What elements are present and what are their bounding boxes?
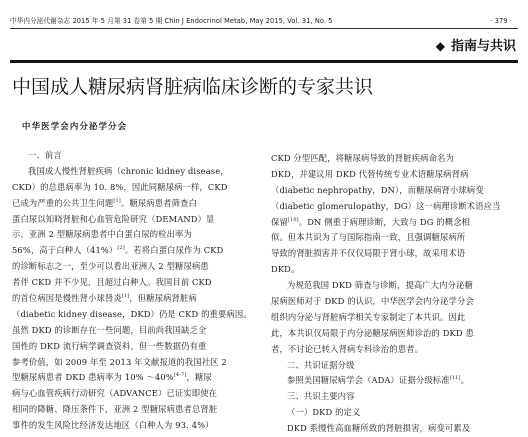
text-line — [271, 262, 516, 278]
text-line — [271, 342, 516, 358]
line-text: 者伴 CKD 并不少见，且超过白种人。我国目前 CKD — [12, 277, 212, 288]
line-text-continued: ，但糖尿病肾脏病 — [129, 293, 197, 304]
text-line — [12, 355, 257, 371]
line-text: 为规范我国 DKD 筛查与诊断，提高广大内分泌糖 — [287, 280, 474, 291]
section-tag-label: 指南与共识 — [450, 39, 516, 54]
line-text: 三、共识主要内容 — [287, 391, 355, 402]
citation-ref: [1] — [113, 197, 121, 204]
line-text: DKD，并建议用 DKD 代替传统专业术语糖尿病肾病 — [271, 168, 469, 179]
section-heading — [271, 405, 516, 421]
text-line — [271, 310, 516, 326]
line-text: 二、共识证据分级 — [287, 359, 355, 370]
citation-ref: [2] — [117, 245, 125, 252]
line-text: 56%，高于白种人（41%） — [12, 245, 118, 256]
line-text: 已成为严重的公共卫生问题 — [12, 197, 114, 208]
line-text: 一、前言 — [28, 150, 62, 160]
running-header — [10, 14, 518, 28]
header-divider — [10, 28, 518, 29]
line-text: 相同的降糖、降压条件下，亚洲 2 型糖尿病患者总肾脏 — [12, 404, 218, 415]
line-text: 的首位病因是慢性肾小球肾炎 — [12, 293, 122, 304]
citation-ref: [4-7] — [173, 372, 187, 379]
line-text: （diabetic kidney disease，DKD）仍是 CKD 的重要病因。 — [12, 308, 252, 319]
journal-citation: 中华内分泌代谢杂志 2015 年 5 月第 31 卷第 5 期 Chin J Endocrinol Metab, May 2015, Vol. 31, No. 5 — [10, 17, 333, 25]
line-text: 参照美国糖尿病学会（ADA）证据分级标准 — [287, 375, 450, 386]
text-line — [271, 294, 516, 310]
line-text: （一）DKD 的定义 — [287, 407, 361, 418]
text-line — [12, 323, 257, 339]
section-divider — [10, 60, 518, 63]
section-tag — [436, 36, 516, 56]
line-text-continued: 。糖尿病患者筛查白 — [120, 197, 197, 208]
text-line — [12, 180, 257, 196]
text-line — [12, 386, 257, 402]
line-text: CKD 分型匹配，将糖尿病导致的肾脏疾病命名为 — [271, 153, 454, 163]
citation-ref: [10] — [287, 216, 299, 223]
text-line — [271, 183, 516, 199]
line-text: 此，本共识仅局限于内分泌糖尿病医师诊治的 DKD 患 — [271, 327, 474, 338]
line-text: CKD）的总患病率为 10. 8%，因此同糖尿病一样，CKD — [12, 181, 228, 192]
text-line — [12, 227, 257, 243]
line-text-continued: 。DN 侧重于病理诊断，大致与 DG 的概念相 — [298, 216, 471, 227]
line-text: 组织内分泌与肾脏病学相关专家制定了本共识。因此 — [271, 311, 466, 322]
line-text: DKD。 — [271, 264, 300, 275]
text-line — [271, 151, 516, 167]
line-text: DKD 系慢性高血糖所致的肾脏损害，病变可累及 — [287, 423, 471, 434]
page-number: · 379 · — [490, 17, 512, 25]
text-line — [271, 230, 516, 246]
line-text-continued: 。 — [460, 375, 470, 386]
line-text: 的诊断标志之一，至少可以看出亚洲人 2 型糖尿病患 — [12, 261, 209, 272]
line-text: 蛋白尿以知晓肾脏和心血管危险研究（DEMAND）显 — [12, 213, 215, 224]
section-heading — [271, 358, 516, 374]
line-text: （diabetic nephropathy，DN），而糖尿病肾小球病变 — [271, 184, 484, 195]
filled-diamond-icon: ◆ — [435, 39, 445, 53]
citation-ref: [11] — [449, 375, 461, 382]
line-text: 我国成人慢性肾脏疾病（chronic kidney disease， — [28, 165, 229, 176]
text-line — [271, 373, 516, 389]
text-line — [271, 326, 516, 342]
text-line — [271, 278, 516, 294]
line-text: 国性的 DKD 流行病学调查资料，但一些数据仍有重 — [12, 340, 207, 351]
right-column — [271, 151, 516, 437]
text-line — [271, 167, 516, 183]
text-line — [12, 402, 257, 418]
line-text: 型糖尿病患者 DKD 患病率为 10% ～40% — [12, 372, 174, 383]
line-text: 参考价值，如 2009 年至 2013 年文献报道的我国社区 2 — [12, 356, 227, 367]
text-line — [12, 418, 257, 434]
text-line — [271, 246, 516, 262]
text-line — [271, 421, 516, 437]
section-heading — [271, 389, 516, 405]
text-line — [12, 196, 257, 212]
line-text: 尿病医师对于 DKD 的认识，中华医学会内分泌学分会 — [271, 296, 474, 307]
text-line — [12, 370, 257, 386]
line-text: 示，亚洲 2 型糖尿病患者中白蛋白尿的检出率为 — [12, 229, 192, 240]
line-text: 者，不讨论已转入肾病专科诊治的患者。 — [271, 343, 424, 354]
article-author: 中华医学会内分泌学分会 — [22, 121, 128, 131]
text-line — [12, 243, 257, 259]
line-text: 导致的肾脏损害并不仅仅局限于肾小球，故采用术语 — [271, 248, 466, 259]
line-text: 病与心血管疾病行动研究（ADVANCE）已证实即使在 — [12, 388, 218, 399]
text-line — [12, 307, 257, 323]
text-line — [12, 339, 257, 355]
line-text: 虽然 DKD 的诊断存在一些问题，目前尚我国缺乏全 — [12, 324, 207, 335]
left-column — [12, 148, 257, 434]
text-line — [271, 199, 516, 215]
line-text-continued: 。若将白蛋白尿作为 CKD — [124, 245, 224, 256]
citation-ref: [1] — [121, 293, 130, 300]
text-line — [271, 215, 516, 231]
text-line — [12, 291, 257, 307]
text-line — [12, 212, 257, 228]
text-line — [12, 275, 257, 291]
article-title: 中国成人糖尿病肾脏病临床诊断的专家共识 — [12, 76, 374, 98]
text-line — [12, 164, 257, 180]
text-line — [12, 259, 257, 275]
line-text-continued: ，糖尿 — [186, 372, 212, 383]
line-text: 保留 — [271, 216, 288, 227]
section-heading — [12, 148, 257, 164]
line-text: 似。但本共识为了与国际指南一致，且强调糖尿病所 — [271, 232, 466, 243]
line-text: （diabetic glomerulopathy，DG）这一病理诊断术语应当 — [271, 200, 501, 211]
line-text: 事件的发生风险比经济发达地区（白种人为 93. 4%） — [12, 420, 214, 431]
